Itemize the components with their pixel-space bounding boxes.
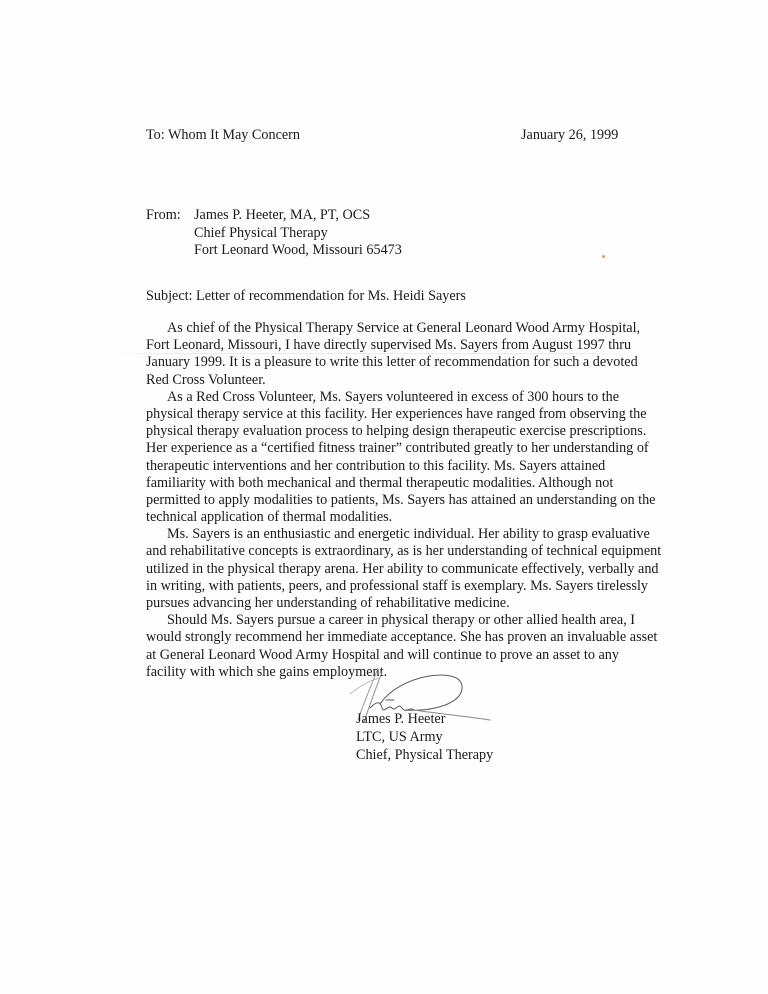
body-line: pursues advancing her understanding of rehabilitative medicine. — [146, 595, 510, 611]
sender-title: Chief Physical Therapy — [194, 224, 328, 241]
sender-block — [194, 207, 402, 260]
body-line: in writing, with patients, peers, and professional staff is exemplary. Ms. Sayers tirelessly — [146, 577, 648, 594]
letter-body — [146, 320, 662, 681]
body-line: Fort Leonard, Missouri, I have directly supervised Ms. Sayers from August 1997 thru — [146, 337, 632, 354]
body-line: Red Cross Volunteer. — [146, 371, 266, 388]
from-label: From: — [146, 207, 181, 223]
recipient-line: To: Whom It May Concern — [146, 127, 300, 143]
body-line: facility with which she gains employment. — [146, 663, 388, 680]
body-line: physical therapy service at this facility. Her experiences have ranged from observing the — [146, 405, 647, 422]
body-line: As chief of the Physical Therapy Service at General Leonard Wood Army Hospital, — [167, 320, 641, 336]
body-line: As a Red Cross Volunteer, Ms. Sayers volunteered in excess of 300 hours to the — [167, 388, 620, 405]
body-line: technical application of thermal modalities. — [146, 509, 393, 526]
body-line: utilized in the physical therapy arena. Her ability to communicate effectively, verbally and — [146, 560, 659, 577]
body-line: physical therapy evaluation process to helping design therapeutic exercise prescriptions. — [146, 423, 647, 440]
body-line: permitted to apply modalities to patients, Ms. Sayers has attained an understanding on the — [146, 491, 656, 508]
body-line: Should Ms. Sayers pursue a career in physical therapy or other allied health area, I — [167, 612, 636, 629]
signer-rank: LTC, US Army — [356, 729, 443, 745]
scan-speck — [602, 255, 605, 258]
subject-line: Subject: Letter of recommendation for Ms. Heidi Sayers — [146, 288, 466, 304]
body-line: therapeutic interventions and her contribution to this facility. Ms. Sayers attained — [146, 457, 606, 474]
body-line: would strongly recommend her immediate acceptance. She has proven an invaluable asset — [146, 629, 658, 646]
body-line: Ms. Sayers is an enthusiastic and energetic individual. Her ability to grasp evaluative — [167, 526, 650, 543]
signer-title: Chief, Physical Therapy — [356, 747, 494, 763]
sender-address: Fort Leonard Wood, Missouri 65473 — [194, 242, 402, 259]
signature-block — [356, 710, 493, 764]
body-line: January 1999. It is a pleasure to write this letter of recommendation for such a devoted — [146, 354, 638, 371]
letter-date: January 26, 1999 — [521, 127, 619, 143]
body-line: Her experience as a “certified fitness trainer” contributed greatly to her understanding of — [146, 440, 649, 457]
body-line: and rehabilitative concepts is extraordinary, as is her understanding of technical equipment — [146, 543, 662, 560]
body-line: at General Leonard Wood Army Hospital and will continue to prove an asset to any — [146, 646, 619, 663]
signer-name: James P. Heeter — [356, 711, 446, 727]
body-line: familiarity with both mechanical and thermal therapeutic modalities. Although not — [146, 474, 614, 491]
sender-name: James P. Heeter, MA, PT, OCS — [194, 207, 371, 223]
